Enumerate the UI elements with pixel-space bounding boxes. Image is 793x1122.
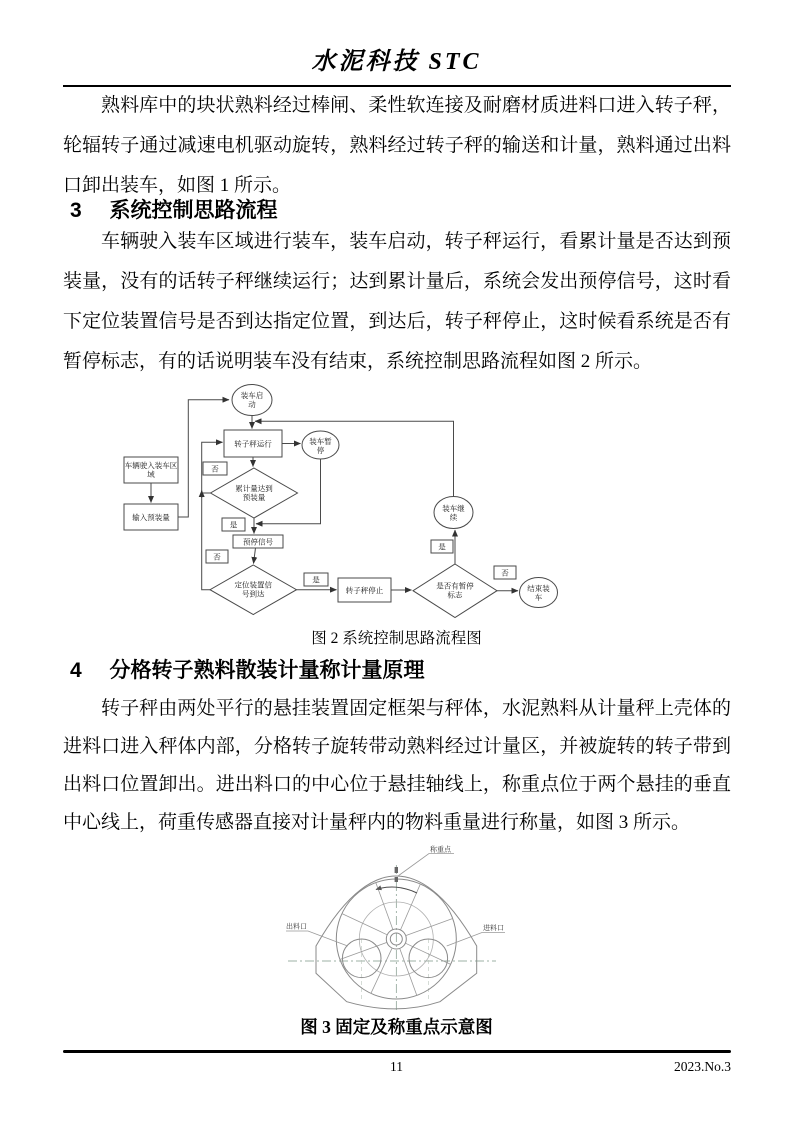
label-yes-2: 是 — [312, 575, 320, 585]
section-4-title: 分格转子熟料散装计量称计量原理 — [109, 659, 425, 682]
section-4-paragraph: 转子秤由两处平行的悬挂装置固定框架与秤体，水泥熟料从计量秤上壳体的进料口进入秤体内部，分格转子旋转带动熟料经过计量区，并被旋转的转子带到出料口位置卸出。进出料口的中心位于悬挂轴线上，称重点位于两个悬挂的垂直中心线上，荷重传感器直接对计量秤内的物料重量进行称量，如图 3 所示。 — [63, 698, 731, 833]
page-number: 11 — [390, 1059, 403, 1074]
intro-paragraph: 熟料库中的块状熟料经过棒闸、柔性软连接及耐磨材质进料口进入转子秤，轮辐转子通过减速电机驱动旋转，熟料经过转子秤的输送和计量，熟料通过出料口卸出装车，如图 1 所示。 — [63, 95, 731, 196]
section-3-title: 系统控制思路流程 — [109, 199, 278, 222]
figure2-flowchart — [95, 378, 745, 630]
node-end-label: 结束装车 — [527, 584, 550, 602]
inlet-label: 进料口 — [483, 925, 504, 932]
label-yes-3: 是 — [438, 542, 446, 552]
weigh-point-mark-1 — [395, 867, 398, 873]
node-run-label: 转子秤运行 — [234, 439, 272, 449]
node-d2-label: 定位装置信号到达 — [234, 580, 273, 599]
label-yes-1: 是 — [229, 520, 238, 530]
node-pause-label: 装车暂停 — [309, 437, 332, 455]
section-3-number: 3 — [70, 199, 82, 222]
issue-number: 2023.No.3 — [674, 1059, 731, 1074]
section-4-heading — [70, 657, 425, 685]
weigh-point-label: 称重点 — [430, 846, 451, 854]
node-d3-label: 是否有暂停标志 — [436, 581, 474, 600]
outlet-port-circle — [342, 939, 381, 978]
figure3-drawing — [280, 840, 510, 1014]
node-input-label: 输入预装量 — [132, 513, 170, 522]
node-stop-label: 转子秤停止 — [345, 586, 384, 595]
journal-title: 水泥科技 STC — [311, 49, 482, 75]
outlet-label: 出料口 — [286, 923, 307, 931]
figure3-caption: 图 3 固定及称重点示意图 — [300, 1017, 493, 1037]
node-prestop-label: 预停信号 — [243, 537, 273, 547]
weigh-point-mark-2 — [395, 877, 398, 882]
label-no-1: 否 — [211, 464, 219, 474]
figure2-caption: 图 2 系统控制思路流程图 — [311, 630, 482, 647]
section-3-heading — [70, 197, 278, 225]
node-d1-label: 累计量达到预装量 — [235, 484, 273, 502]
label-no-2: 否 — [213, 552, 221, 562]
node-start-label: 装车启动 — [240, 391, 264, 409]
weigh-point-leader — [398, 854, 454, 877]
node-enter-label: 车辆驶入装车区域 — [124, 461, 178, 479]
section-3-paragraph: 车辆驶入装车区域进行装车，装车启动，转子秤运行，看累计量是否达到预装量，没有的话转子秤继续运行；达到累计量后，系统会发出预停信号，这时看下定位装置信号是否到达指定位置，到达后，转子秤停止，这时候看系统是否有暂停标志，有的话说明装车没有结束，系统控制思路流程如图 2 所示。 — [63, 231, 731, 372]
edge-prestop-to-d2 — [254, 548, 256, 564]
footer-rule — [63, 1050, 731, 1053]
label-no-3: 否 — [501, 568, 509, 578]
section-4-number: 4 — [70, 659, 82, 682]
node-continue-label: 装车继续 — [442, 504, 465, 522]
